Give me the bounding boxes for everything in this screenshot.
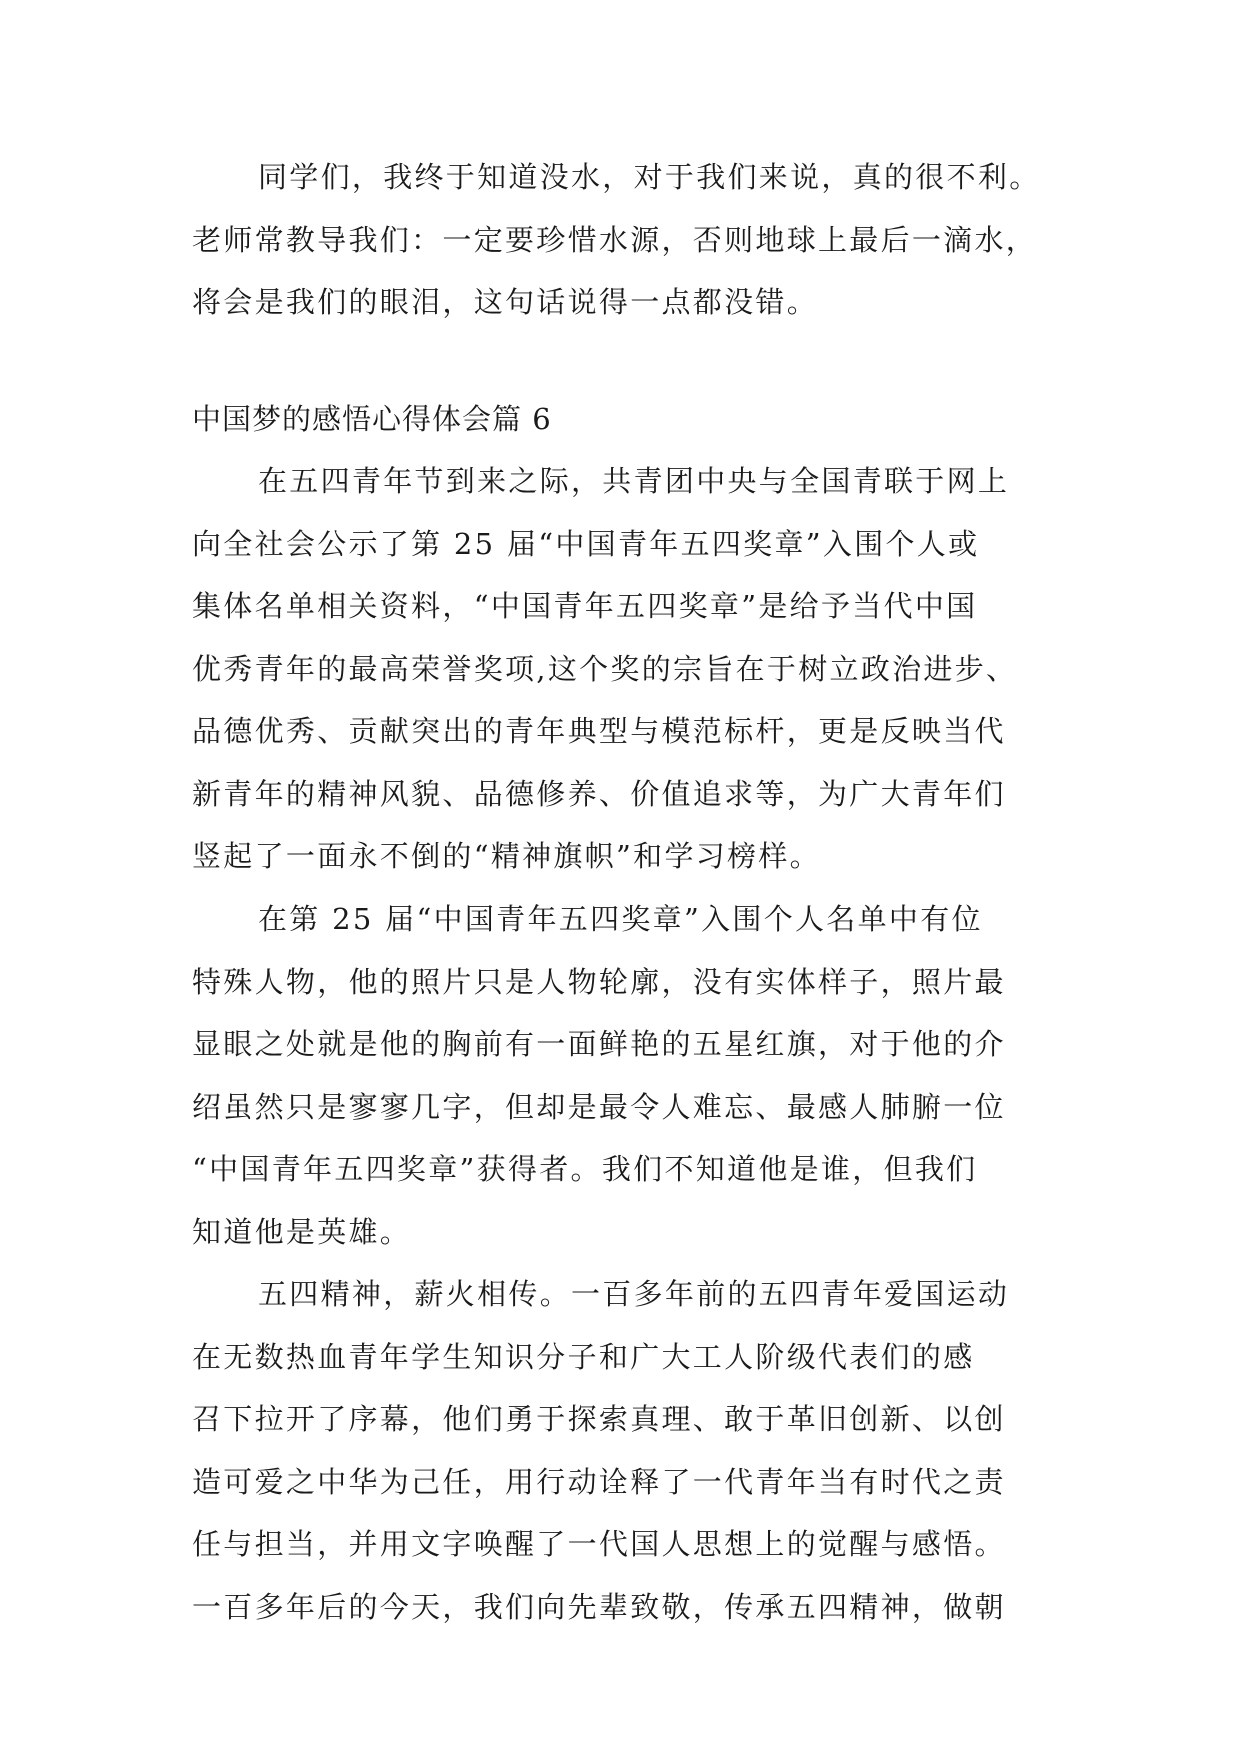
text-line: 新青年的精神风貌、品德修养、价值追求等，为广大青年们 xyxy=(192,776,1006,811)
text-line: 在无数热血青年学生知识分子和广大工人阶级代表们的感 xyxy=(192,1339,975,1374)
text-line: 造可爱之中华为己任，用行动诠释了一代青年当有时代之责 xyxy=(192,1464,1006,1499)
text-line: 特殊人物，他的照片只是人物轮廓，没有实体样子，照片最 xyxy=(192,964,1006,999)
text-line: 优秀青年的最高荣誉奖项,这个奖的宗旨在于树立政治进步、 xyxy=(192,651,1018,686)
text-line: 同学们，我终于知道没水，对于我们来说，真的很不利。 xyxy=(258,160,1041,194)
paragraph-3 xyxy=(192,1263,1052,1638)
text-line: 向全社会公示了第 25 届“中国青年五四奖章”入围个人或 xyxy=(192,526,980,561)
paragraph-2 xyxy=(192,888,1052,1263)
text-line: 召下拉开了序幕，他们勇于探索真理、敢于革旧创新、以创 xyxy=(192,1402,1006,1436)
section-heading: 中国梦的感悟心得体会篇 6 xyxy=(192,402,552,436)
text-line: 一百多年后的今天，我们向先辈致敬，传承五四精神，做朝 xyxy=(192,1589,1006,1624)
text-line: 显眼之处就是他的胸前有一面鲜艳的五星红旗，对于他的介 xyxy=(192,1027,1006,1061)
text-line: 在五四青年节到来之际，共青团中央与全国青联于网上 xyxy=(258,464,1010,498)
text-line: 绍虽然只是寥寥几字，但却是最令人难忘、最感人肺腑一位 xyxy=(192,1089,1006,1124)
text-line: 五四精神，薪火相传。一百多年前的五四青年爱国运动 xyxy=(258,1277,1010,1311)
text-line: 任与担当，并用文字唤醒了一代国人思想上的觉醒与感悟。 xyxy=(192,1527,1006,1561)
text-line: “中国青年五四奖章”获得者。我们不知道他是谁，但我们 xyxy=(192,1152,978,1186)
text-line: 竖起了一面永不倒的“精神旗帜”和学习榜样。 xyxy=(192,839,821,873)
intro-paragraph xyxy=(192,146,1052,334)
text-line: 在第 25 届“中国青年五四奖章”入围个人名单中有位 xyxy=(258,902,983,936)
text-line: 老师常教导我们：一定要珍惜水源，否则地球上最后一滴水， xyxy=(192,222,1038,257)
text-line: 集体名单相关资料，“中国青年五四奖章”是给予当代中国 xyxy=(192,589,978,623)
text-line: 品德优秀、贡献突出的青年典型与模范标杆，更是反映当代 xyxy=(192,714,1006,748)
text-line: 知道他是英雄。 xyxy=(192,1214,412,1249)
text-line: 将会是我们的眼泪，这句话说得一点都没错。 xyxy=(192,285,819,319)
paragraph-1 xyxy=(192,450,1052,888)
